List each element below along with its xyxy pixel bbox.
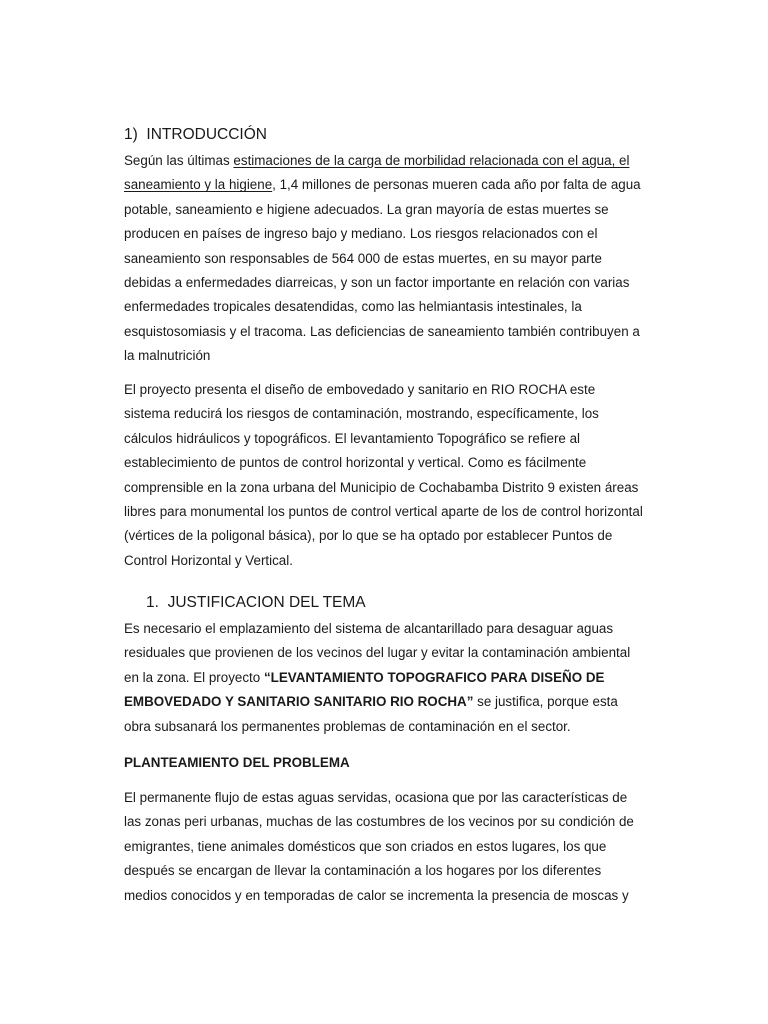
text-line: las zonas peri urbanas, muchas de las costumbres de los vecinos por su condición de: [124, 814, 634, 830]
text-line: la malnutrición: [124, 348, 211, 364]
text-line: [124, 690, 664, 714]
justificacion-heading-title: JUSTIFICACION DEL TEMA: [167, 594, 366, 611]
text-line: residuales que provienen de los vecinos del lugar y evitar la contaminación ambiental: [124, 645, 631, 661]
text-line: cálculos hidráulicos y topográficos. El levantamiento Topográfico se refiere al: [124, 430, 581, 446]
intro-paragraph-1: [124, 149, 664, 369]
planteamiento-heading: PLANTEAMIENTO DEL PROBLEMA: [124, 755, 350, 770]
intro-heading-number: 1): [124, 126, 138, 143]
intro-paragraph-2: [124, 378, 664, 573]
intro-heading-title: INTRODUCCIÓN: [146, 126, 267, 143]
text-line: libres para monumental los puntos de control vertical aparte de los de control horizontal: [124, 503, 643, 519]
text-line: establecimiento de puntos de control horizontal y vertical. Como es fácilmente: [124, 455, 587, 471]
text-line: sistema reducirá los riesgos de contaminación, mostrando, específicamente, los: [124, 406, 599, 422]
text-line: [124, 666, 664, 690]
text-span: Según las últimas: [124, 153, 234, 168]
text-line: esquistosomiasis y el tracoma. Las deficiencias de saneamiento también contribuyen a: [124, 323, 640, 339]
text-line: enfermedades tropicales desatendidas, como las helmiantasis intestinales, la: [124, 299, 582, 315]
text-line: producen en países de ingreso bajo y mediano. Los riesgos relacionados con el: [124, 226, 598, 242]
text-line: [124, 149, 664, 173]
text-line: Control Horizontal y Vertical.: [124, 552, 293, 568]
justificacion-heading: [146, 593, 686, 613]
text-line: [124, 173, 664, 197]
text-line: medios conocidos y en temporadas de calor se incrementa la presencia de moscas y: [124, 887, 629, 903]
sanitation-hygiene-link[interactable]: saneamiento y la higiene: [124, 177, 273, 193]
text-span: se justifica, porque esta: [473, 694, 618, 710]
project-title-bold: EMBOVEDADO Y SANITARIO SANITARIO RIO ROCHA”: [124, 694, 474, 710]
text-line: obra subsanará los permanentes problemas de contaminación en el sector.: [124, 718, 571, 734]
justificacion-paragraph: [124, 617, 664, 739]
justificacion-heading-number: 1.: [146, 594, 159, 611]
text-span: en la zona. El proyecto: [124, 669, 264, 685]
text-line: El permanente flujo de estas aguas servidas, ocasiona que por las características de: [124, 790, 628, 805]
text-line: potable, saneamiento e higiene adecuados. La gran mayoría de estas muertes se: [124, 201, 609, 217]
text-line: El proyecto presenta el diseño de embovedado y sanitario en RIO ROCHA este: [124, 382, 596, 397]
text-span: , 1,4 millones de personas mueren cada año por falta de agua: [272, 177, 641, 193]
text-line: emigrantes, tiene animales domésticos que son criados en estos lugares, los que: [124, 838, 607, 854]
text-line: Es necesario el emplazamiento del sistema de alcantarillado para desaguar aguas: [124, 621, 614, 636]
project-title-bold: “LEVANTAMIENTO TOPOGRAFICO PARA DISEÑO DE: [263, 669, 605, 685]
text-line: después se encargan de llevar la contaminación a los hogares por los diferentes: [124, 863, 602, 879]
morbidity-estimates-link[interactable]: estimaciones de la carga de morbilidad relacionada con el agua, el: [233, 153, 630, 168]
planteamiento-paragraph: [124, 786, 664, 908]
intro-heading: [124, 125, 664, 145]
text-line: (vértices de la poligonal básica), por lo que se ha optado por establecer Puntos de: [124, 528, 613, 544]
text-line: comprensible en la zona urbana del Municipio de Cochabamba Distrito 9 existen áreas: [124, 479, 639, 495]
text-line: saneamiento son responsables de 564 000 de estas muertes, en su mayor parte: [124, 250, 602, 266]
text-line: debidas a enfermedades diarreicas, y son un factor importante en relación con varias: [124, 274, 630, 290]
